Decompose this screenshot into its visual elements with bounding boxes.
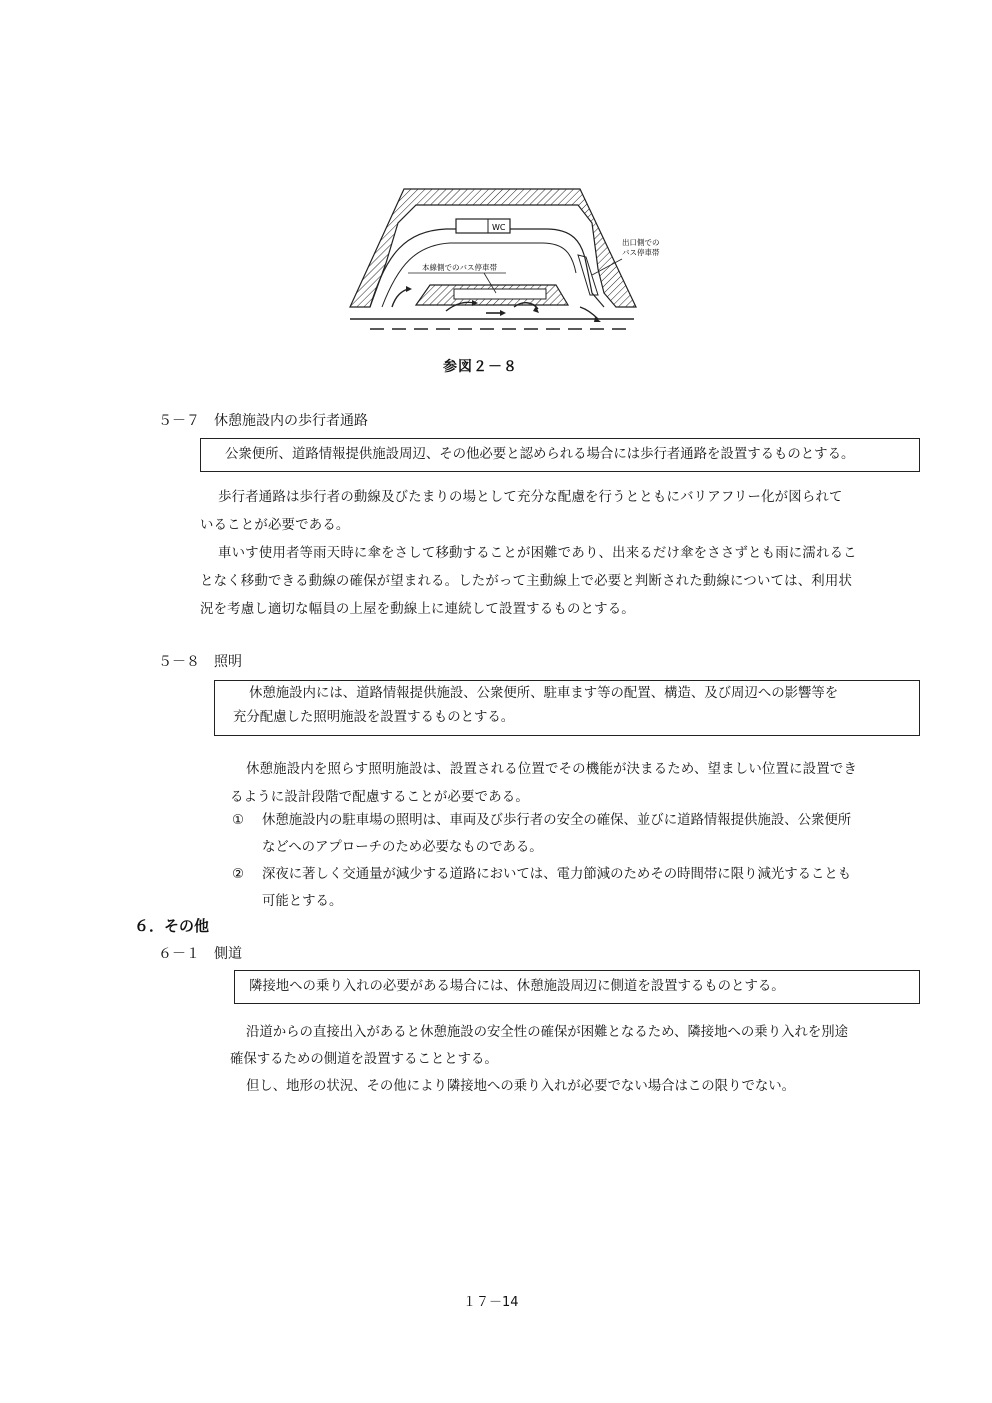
section-5-8-item1-line1: 休憩施設内の駐車場の照明は、車両及び歩行者の安全の確保、並びに道路情報提供施設、公衆便所	[262, 813, 852, 828]
rest-area-plan-diagram	[346, 183, 660, 333]
section-5-7-p1-line2: いることが必要である。	[200, 518, 350, 533]
exit-bus-label-2: バス停車帯	[622, 248, 660, 257]
section-6-1-p1-line2: 確保するための側道を設置することとする。	[230, 1052, 498, 1067]
wc-label: WC	[492, 223, 506, 232]
flow-arrow-1	[392, 289, 408, 307]
section-5-8-p1-line2: るように設計段階で配慮することが必要である。	[230, 790, 529, 805]
section-5-8-item2-line1: 深夜に著しく交通量が減少する道路においては、電力節減のためその時間帯に限り減光することも	[262, 867, 852, 882]
section-5-7-requirement-text: 公衆便所、道路情報提供施設周辺、その他必要と認められる場合には歩行者通路を設置するものとする。	[225, 447, 855, 462]
section-5-8-item1-number: ①	[232, 813, 245, 828]
section-6-1-p1-line1: 沿道からの直接出入があると休憩施設の安全性の確保が困難となるため、隣接地への乗り入れを別途	[246, 1025, 849, 1040]
flow-arrow-5	[580, 307, 598, 319]
figure-caption: 参図２－８	[443, 359, 518, 375]
main-bus-bay	[454, 289, 546, 299]
exit-bus-label-1: 出口側での	[622, 238, 660, 247]
section-5-7-p2-line2: となく移動できる動線の確保が望まれる。したがって主動線上で必要と判断された動線については、利用状	[200, 574, 853, 589]
section-5-8-heading: ５－８ 照明	[158, 654, 242, 670]
section-5-7-p2-line3: 況を考慮し適切な幅員の上屋を動線上に連続して設置するものとする。	[200, 602, 635, 617]
section-5-8-item1-line2: などへのアプローチのため必要なものである。	[262, 840, 543, 855]
section-5-8-item2-line2: 可能とする。	[262, 894, 343, 909]
section-5-8-requirement-box	[214, 680, 920, 736]
section-5-7-p1-line1: 歩行者通路は歩行者の動線及びたまりの場として充分な配慮を行うとともにバリアフリー化が図られて	[218, 490, 843, 505]
section-6-1-p2-line1: 但し、地形の状況、その他により隣接地への乗り入れが必要でない場合はこの限りでない。	[246, 1079, 796, 1094]
section-6-1-requirement-text: 隣接地への乗り入れの必要がある場合には、休憩施設周辺に側道を設置するものとする。	[249, 979, 785, 994]
section-5-8-p1-line1: 休憩施設内を照らす照明施設は、設置される位置でその機能が決まるため、望ましい位置に設置でき	[246, 762, 858, 777]
figure-rest-area-diagram	[346, 183, 660, 333]
section-6-1-heading: ６－１ 側道	[158, 946, 242, 962]
page-number: １７－14	[463, 1295, 519, 1310]
section-5-7-requirement-box	[200, 438, 920, 472]
section-6-1-requirement-box	[234, 970, 920, 1004]
section-5-8-item2-number: ②	[232, 867, 245, 882]
main-bus-label: 本線側でのバス停車帯	[422, 263, 497, 272]
section-5-7-body	[200, 484, 924, 624]
section-5-7-p2-line1: 車いす使用者等雨天時に傘をさして移動することが困難であり、出来るだけ傘をささずとも雨に濡れるこ	[218, 546, 857, 561]
section-5-8-requirement-line1: 休憩施設内には、道路情報提供施設、公衆便所、駐車ます等の配置、構造、及び周辺への影響等を	[249, 686, 839, 701]
section-5-8-body	[230, 756, 926, 812]
section-5-8-requirement-line2: 充分配慮した照明施設を設置するものとする。	[233, 710, 515, 725]
section-5-7-heading: ５－７ 休憩施設内の歩行者通路	[158, 413, 368, 429]
section-6-heading: ６．その他	[134, 917, 210, 935]
